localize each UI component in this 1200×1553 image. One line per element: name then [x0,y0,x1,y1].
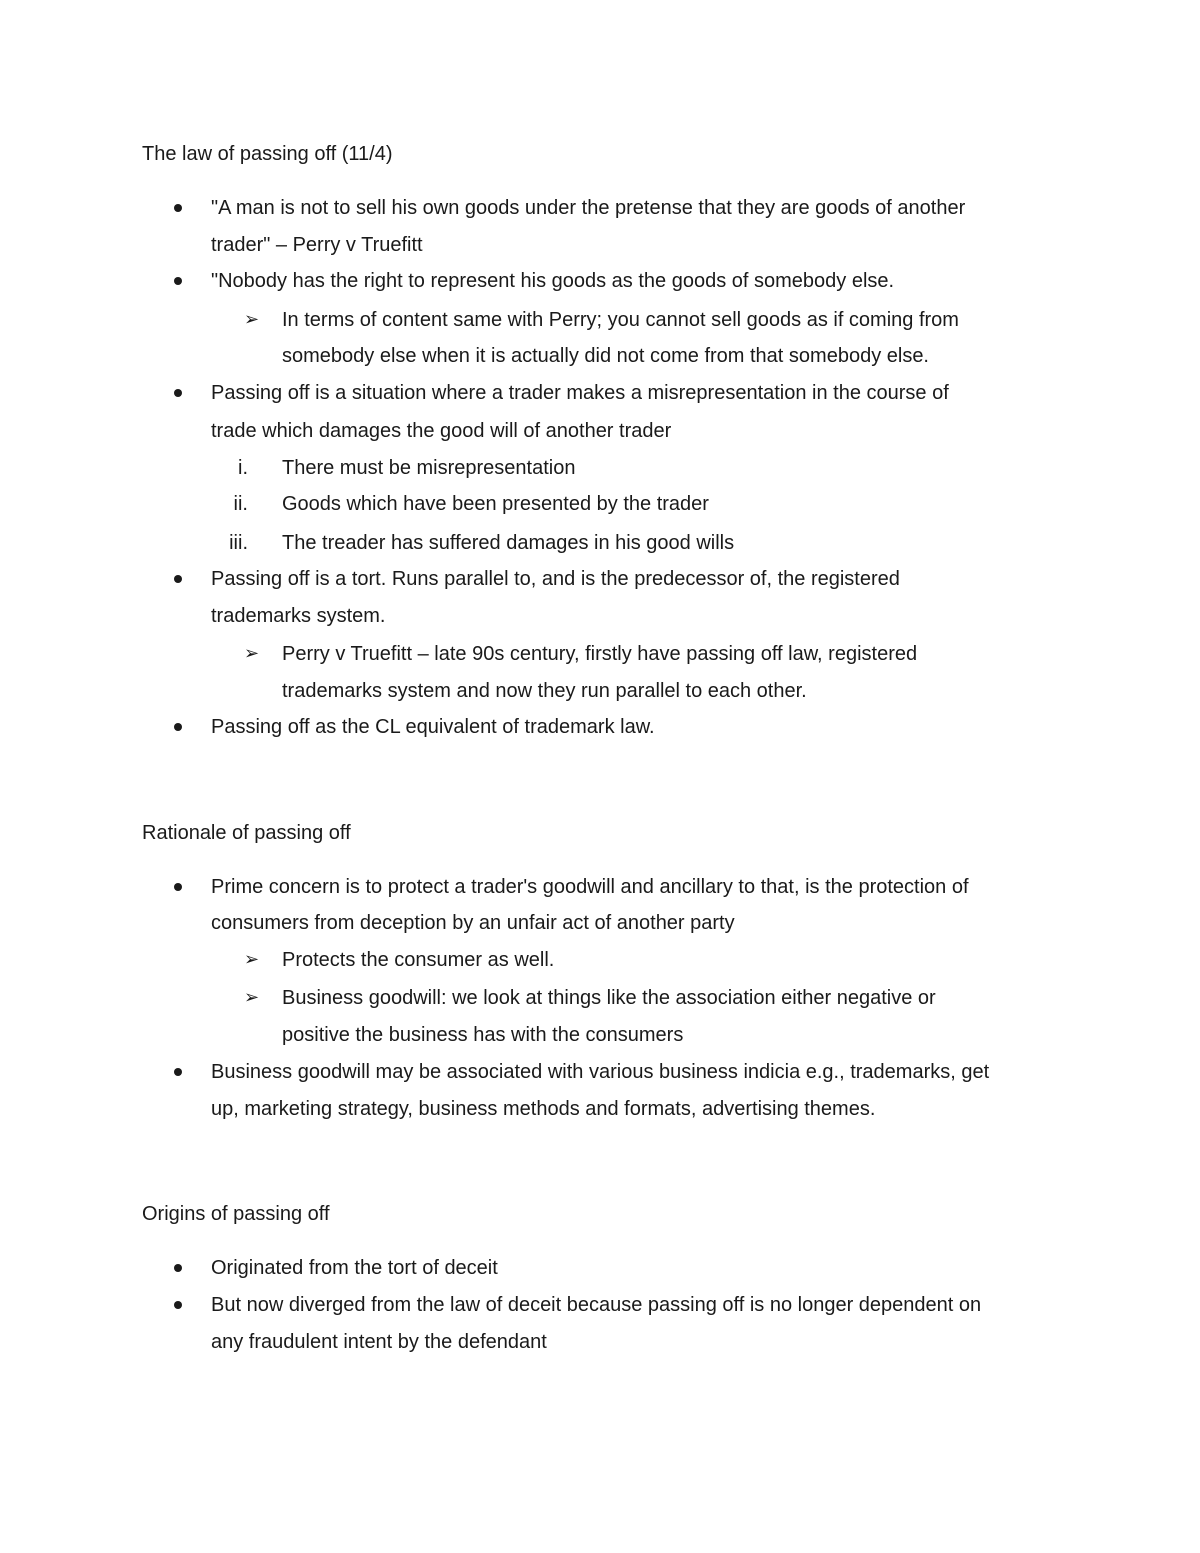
bullet-icon [174,269,186,293]
list-item-text: up, marketing strategy, business methods and formats, advertising themes. [211,1098,876,1120]
list-item-text: any fraudulent intent by the defendant [211,1331,547,1353]
list-item-text: trademarks system. [211,605,386,627]
bullet-icon [174,196,186,220]
sub-item-text: Perry v Truefitt – late 90s century, firstly have passing off law, registered [282,643,918,665]
sub-item-text: somebody else when it is actually did not come from that somebody else. [282,345,929,367]
section-heading: Rationale of passing off [142,822,351,844]
sub-item-text: There must be misrepresentation [282,457,576,479]
list-item-text: But now diverged from the law of deceit because passing off is no longer dependent on [211,1294,982,1316]
list-item-text: trader" – Perry v Truefitt [211,234,423,256]
list-item-text: Passing off is a tort. Runs parallel to, and is the predecessor of, the registered [211,568,900,590]
section-heading: Origins of passing off [142,1203,330,1225]
sub-item-text: In terms of content same with Perry; you cannot sell goods as if coming from [282,309,959,331]
roman-numeral-marker: i. [238,457,248,479]
bullet-icon [174,1293,186,1317]
roman-numeral-marker: ii. [233,493,248,515]
list-item-text: "Nobody has the right to represent his goods as the goods of somebody else. [211,270,895,292]
list-item-text: trade which damages the good will of another trader [211,420,672,442]
bullet-icon [174,1060,186,1084]
sub-item-text: positive the business has with the consumers [282,1024,684,1046]
section-heading: The law of passing off (11/4) [142,143,393,165]
list-item-text: consumers from deception by an unfair act of another party [211,912,735,934]
bullet-icon [174,715,186,739]
list-item-text: "A man is not to sell his own goods under the pretense that they are goods of another [211,197,966,219]
sub-item-text: The treader has suffered damages in his good wills [282,532,735,554]
bullet-icon [174,381,186,405]
arrow-bullet-icon: ➢ [244,309,260,330]
arrow-bullet-icon: ➢ [244,987,260,1008]
list-item-text: Passing off as the CL equivalent of trademark law. [211,716,655,738]
sub-item-text: trademarks system and now they run parallel to each other. [282,680,807,702]
sub-item-text: Business goodwill: we look at things like the association either negative or [282,987,936,1009]
bullet-icon [174,1256,186,1280]
roman-numeral-marker: iii. [229,532,248,554]
sub-item-text: Protects the consumer as well. [282,949,555,971]
list-item-text: Passing off is a situation where a trader makes a misrepresentation in the course of [211,382,949,404]
arrow-bullet-icon: ➢ [244,949,260,970]
list-item-text: Originated from the tort of deceit [211,1257,498,1279]
list-item-text: Business goodwill may be associated with various business indicia e.g., trademarks, get [211,1061,990,1083]
bullet-icon [174,875,186,899]
sub-item-text: Goods which have been presented by the trader [282,493,709,515]
bullet-icon [174,567,186,591]
arrow-bullet-icon: ➢ [244,643,260,664]
list-item-text: Prime concern is to protect a trader's goodwill and ancillary to that, is the protection of [211,876,969,898]
